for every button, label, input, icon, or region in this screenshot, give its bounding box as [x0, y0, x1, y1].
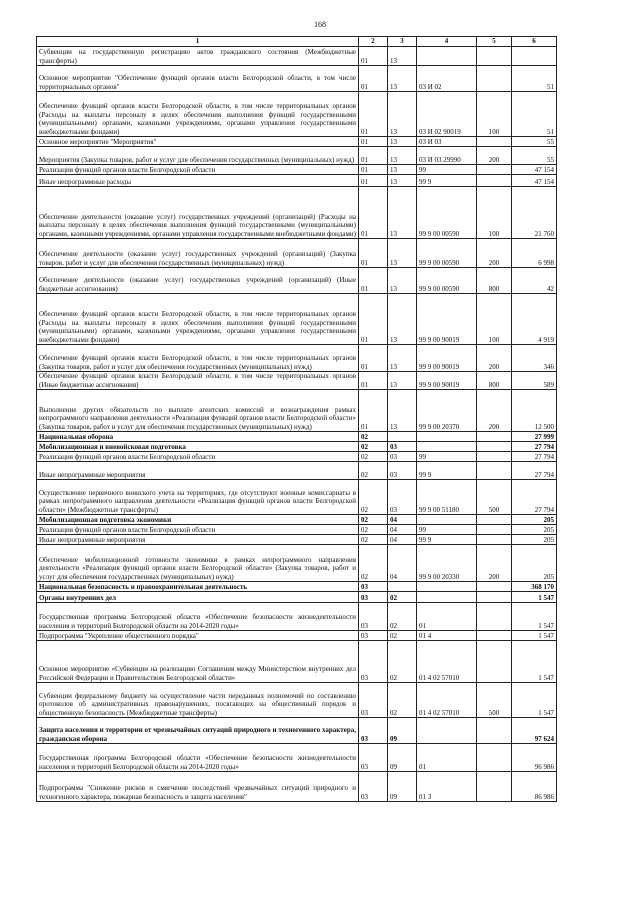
row-subsection-cell: 13 — [388, 66, 417, 92]
row-target-cell: 01 4 02 57010 — [417, 641, 477, 683]
table-row — [37, 92, 557, 137]
row-target-cell: 01 4 — [417, 631, 477, 641]
table-header-row — [37, 37, 557, 47]
row-name-cell: Обеспечение деятельности (оказание услуг) государственных учреждений (организаций) (Расходы на выплаты персоналу в целях обеспечения выполнения функций государственными (муниципальными) органами, казенными учреждениями, органами управления государственными внебюджетными фондами) — [37, 187, 359, 239]
row-amount-cell: 51 — [512, 92, 557, 137]
row-subsection-cell: 02 — [388, 603, 417, 631]
row-amount-cell: 1 547 — [512, 603, 557, 631]
row-section-cell: 02 — [359, 442, 388, 452]
header-col-2: 2 — [359, 37, 388, 47]
row-name-cell: Иные непрограммные мероприятия — [37, 535, 359, 545]
row-name-cell: Государственная программа Белгородской области «Обеспечение безопасности жизнедеятельности населения и территорий Белгородской области на 2014-2020 годы» — [37, 603, 359, 631]
row-expense-type-cell — [477, 137, 512, 147]
row-amount-cell: 27 999 — [512, 432, 557, 442]
row-amount-cell: 1 547 — [512, 683, 557, 718]
row-section-cell: 02 — [359, 432, 388, 442]
row-expense-type-cell: 200 — [477, 147, 512, 165]
row-name-cell: Обеспечение функций органов власти Белгородской области, в том числе территориальных органов (Иные бюджетные ассигнования) — [37, 372, 359, 390]
row-subsection-cell: 13 — [388, 268, 417, 294]
row-subsection-cell: 03 — [388, 480, 417, 515]
row-target-cell — [417, 718, 477, 744]
row-name-cell: Иные непрограммные мероприятия — [37, 462, 359, 480]
row-subsection-cell: 03 — [388, 462, 417, 480]
row-subsection-cell: 02 — [388, 631, 417, 641]
row-amount-cell: 55 — [512, 137, 557, 147]
row-subsection-cell: 13 — [388, 345, 417, 372]
row-expense-type-cell: 500 — [477, 480, 512, 515]
row-name-cell: Органы внутренних дел — [37, 592, 359, 603]
row-subsection-cell: 03 — [388, 442, 417, 452]
row-name-cell: Подпрограмма "Укрепление общественного порядка" — [37, 631, 359, 641]
row-subsection-cell: 02 — [388, 641, 417, 683]
row-target-cell: 99 9 00 20370 — [417, 390, 477, 432]
table-row — [37, 137, 557, 147]
row-subsection-cell: 13 — [388, 390, 417, 432]
row-target-cell: 99 9 00 20330 — [417, 545, 477, 582]
table-row — [37, 390, 557, 432]
row-target-cell — [417, 432, 477, 442]
row-expense-type-cell — [477, 66, 512, 92]
table-row — [37, 718, 557, 744]
page-number: 168 — [314, 20, 326, 29]
row-amount-cell: 1 547 — [512, 641, 557, 683]
row-section-cell: 01 — [359, 372, 388, 390]
row-amount-cell: 205 — [512, 525, 557, 535]
row-expense-type-cell — [477, 718, 512, 744]
row-expense-type-cell — [477, 631, 512, 641]
header-col-4: 4 — [417, 37, 477, 47]
row-amount-cell: 51 — [512, 66, 557, 92]
row-name-cell: Субвенции на государственную регистрацию актов гражданского состояния (Межбюджетные трансферты) — [37, 47, 359, 66]
row-expense-type-cell — [477, 442, 512, 452]
budget-table — [36, 36, 557, 802]
row-subsection-cell: 13 — [388, 294, 417, 345]
row-amount-cell: 1 547 — [512, 592, 557, 603]
row-expense-type-cell: 500 — [477, 683, 512, 718]
table-row — [37, 452, 557, 462]
row-name-cell: Мероприятия (Закупка товаров, работ и услуг для обеспечения государственных (муниципальных) нужд) — [37, 147, 359, 165]
row-expense-type-cell — [477, 515, 512, 525]
row-target-cell: 99 9 00 00590 — [417, 239, 477, 268]
row-expense-type-cell — [477, 165, 512, 175]
row-name-cell: Национальная оборона — [37, 432, 359, 442]
row-subsection-cell: 04 — [388, 535, 417, 545]
table-row — [37, 582, 557, 592]
row-section-cell: 02 — [359, 535, 388, 545]
row-section-cell: 01 — [359, 239, 388, 268]
row-subsection-cell: 02 — [388, 592, 417, 603]
row-name-cell: Мобилизационная и вневойсковая подготовка — [37, 442, 359, 452]
table-row — [37, 66, 557, 92]
table-row — [37, 147, 557, 165]
row-amount-cell: 86 986 — [512, 772, 557, 802]
row-expense-type-cell: 100 — [477, 294, 512, 345]
row-subsection-cell: 13 — [388, 137, 417, 147]
row-name-cell: Обеспечение функций органов власти Белгородской области, в том числе территориальных органов (Закупка товаров, работ и услуг для обеспечения государственных (муниципальных) нужд) — [37, 345, 359, 372]
header-col-5: 5 — [477, 37, 512, 47]
row-section-cell: 01 — [359, 92, 388, 137]
row-expense-type-cell: 800 — [477, 372, 512, 390]
row-subsection-cell: 03 — [388, 452, 417, 462]
row-name-cell: Национальная безопасность и правоохранительная деятельность — [37, 582, 359, 592]
row-target-cell: 01 4 02 57010 — [417, 683, 477, 718]
row-section-cell: 01 — [359, 66, 388, 92]
row-subsection-cell: 13 — [388, 47, 417, 66]
row-target-cell: 99 9 — [417, 535, 477, 545]
row-section-cell: 01 — [359, 165, 388, 175]
row-section-cell: 01 — [359, 345, 388, 372]
row-expense-type-cell — [477, 772, 512, 802]
row-name-cell: Обеспечение деятельности (оказание услуг) государственных учреждений (организаций) (Закупка товаров, работ и услуг для обеспечения государственных (муниципальных) нужд) — [37, 239, 359, 268]
row-name-cell: Основное мероприятие «Субвенции на реализацию Соглашения между Министерством внутренних дел Российской Федерации и Правительством Белгородской области» — [37, 641, 359, 683]
row-expense-type-cell: 100 — [477, 187, 512, 239]
row-amount-cell: 6 998 — [512, 239, 557, 268]
row-section-cell: 02 — [359, 545, 388, 582]
row-target-cell: 03 И 02 — [417, 66, 477, 92]
row-subsection-cell: 13 — [388, 239, 417, 268]
row-name-cell: Защита населения и территории от чрезвычайных ситуаций природного и техногенного характера, гражданская оборона — [37, 718, 359, 744]
row-section-cell: 01 — [359, 175, 388, 187]
row-expense-type-cell — [477, 641, 512, 683]
row-target-cell — [417, 47, 477, 66]
row-amount-cell: 47 154 — [512, 175, 557, 187]
row-target-cell: 01 — [417, 744, 477, 772]
row-name-cell: Подпрограмма "Снижение рисков и смягчение последствий чрезвычайных ситуаций природного и техногенного характера, пожарная безопасность и защита населения" — [37, 772, 359, 802]
row-section-cell: 01 — [359, 294, 388, 345]
row-section-cell: 02 — [359, 525, 388, 535]
row-expense-type-cell — [477, 452, 512, 462]
row-expense-type-cell: 100 — [477, 92, 512, 137]
row-expense-type-cell: 200 — [477, 345, 512, 372]
row-section-cell: 03 — [359, 772, 388, 802]
row-subsection-cell — [388, 582, 417, 592]
table-row — [37, 165, 557, 175]
row-section-cell: 03 — [359, 718, 388, 744]
row-section-cell: 03 — [359, 744, 388, 772]
row-section-cell: 01 — [359, 390, 388, 432]
row-amount-cell: 27 794 — [512, 452, 557, 462]
header-col-6: 6 — [512, 37, 557, 47]
row-name-cell: Субвенции федеральному бюджету на осуществление части переданных полномочий по составлению протоколов об административных правонарушениях, посягающих на общественный порядок и общественную безопасность (Межбюджетные трансферты) — [37, 683, 359, 718]
table-row — [37, 239, 557, 268]
row-subsection-cell: 04 — [388, 525, 417, 535]
row-amount-cell: 21 760 — [512, 187, 557, 239]
table-body — [37, 47, 557, 802]
row-section-cell: 02 — [359, 462, 388, 480]
table-row — [37, 462, 557, 480]
table-row — [37, 603, 557, 631]
row-target-cell — [417, 442, 477, 452]
row-name-cell: Основное мероприятие "Обеспечение функций органов власти Белгородской области, в том числе территориальных органов" — [37, 66, 359, 92]
row-amount-cell: 12 500 — [512, 390, 557, 432]
row-section-cell: 01 — [359, 147, 388, 165]
row-target-cell: 03 И 02 90019 — [417, 92, 477, 137]
row-name-cell: Обеспечение мобилизационной готовности экономики в рамках непрограммного направления деятельности «Реализация функций органов власти Белгородской области» (Закупка товаров, работ и услуг для обеспечения государственных (муниципальных) нужд) — [37, 545, 359, 582]
row-amount-cell: 205 — [512, 545, 557, 582]
row-subsection-cell: 04 — [388, 515, 417, 525]
row-expense-type-cell: 200 — [477, 545, 512, 582]
row-target-cell: 99 9 00 90019 — [417, 345, 477, 372]
row-subsection-cell: 09 — [388, 718, 417, 744]
row-amount-cell: 47 154 — [512, 165, 557, 175]
row-target-cell — [417, 582, 477, 592]
row-amount-cell — [512, 47, 557, 66]
row-subsection-cell: 09 — [388, 772, 417, 802]
row-amount-cell: 42 — [512, 268, 557, 294]
row-section-cell: 03 — [359, 641, 388, 683]
table-row — [37, 175, 557, 187]
row-target-cell: 99 9 00 90019 — [417, 294, 477, 345]
row-expense-type-cell: 800 — [477, 268, 512, 294]
row-name-cell: Реализация функций органов власти Белгородской области — [37, 452, 359, 462]
row-subsection-cell: 13 — [388, 92, 417, 137]
row-target-cell: 03 И 03 — [417, 137, 477, 147]
row-section-cell: 01 — [359, 268, 388, 294]
row-amount-cell: 97 624 — [512, 718, 557, 744]
row-name-cell: Выполнение других обязательств по выплате агентских комиссий и вознаграждения рамках непрограммного направления деятельности «Реализация функций органов власти Белгородской области» (Закупка товаров, работ и услуг для обеспечения государственных (муниципальных) нужд) — [37, 390, 359, 432]
row-section-cell: 01 — [359, 47, 388, 66]
row-expense-type-cell — [477, 47, 512, 66]
row-expense-type-cell — [477, 175, 512, 187]
row-section-cell: 03 — [359, 603, 388, 631]
row-amount-cell: 27 794 — [512, 442, 557, 452]
row-section-cell: 02 — [359, 452, 388, 462]
row-name-cell: Осуществление первичного воинского учета на территориях, где отсутствуют военные комиссариаты в рамках непрограммного направления деятельности «Реализация функций органов власти Белгородской области» (Межбюджетные трансферты) — [37, 480, 359, 515]
row-target-cell: 99 9 00 00590 — [417, 187, 477, 239]
row-amount-cell: 205 — [512, 535, 557, 545]
row-target-cell: 99 — [417, 165, 477, 175]
row-amount-cell: 27 794 — [512, 462, 557, 480]
row-amount-cell: 589 — [512, 372, 557, 390]
table-row — [37, 432, 557, 442]
table-row — [37, 525, 557, 535]
row-subsection-cell: 13 — [388, 187, 417, 239]
row-expense-type-cell — [477, 462, 512, 480]
header-col-1: 1 — [37, 37, 359, 47]
row-target-cell: 99 9 00 90019 — [417, 372, 477, 390]
row-subsection-cell: 09 — [388, 744, 417, 772]
row-expense-type-cell — [477, 432, 512, 442]
table-row — [37, 683, 557, 718]
table-row — [37, 772, 557, 802]
row-expense-type-cell — [477, 744, 512, 772]
row-amount-cell: 346 — [512, 345, 557, 372]
row-section-cell: 03 — [359, 592, 388, 603]
row-name-cell: Обеспечение функций органов власти Белгородской области, в том числе территориальных органов (Расходы на выплаты персоналу в целях обеспечения выполнения функций государственными (муниципальными) органами, казенными учреждениями, органами управления государственными внебюджетными фондами) — [37, 92, 359, 137]
row-subsection-cell: 13 — [388, 175, 417, 187]
row-name-cell: Основное мероприятие "Мероприятия" — [37, 137, 359, 147]
row-amount-cell: 368 170 — [512, 582, 557, 592]
row-target-cell — [417, 515, 477, 525]
header-col-3: 3 — [388, 37, 417, 47]
table-row — [37, 535, 557, 545]
table-row — [37, 641, 557, 683]
row-target-cell: 03 И 03 29990 — [417, 147, 477, 165]
row-target-cell: 99 — [417, 525, 477, 535]
row-subsection-cell: 13 — [388, 165, 417, 175]
row-expense-type-cell — [477, 592, 512, 603]
row-section-cell: 02 — [359, 515, 388, 525]
row-name-cell: Реализация функций органов власти Белгородской области — [37, 525, 359, 535]
row-subsection-cell: 02 — [388, 683, 417, 718]
table-row — [37, 372, 557, 390]
table-row — [37, 294, 557, 345]
row-target-cell: 01 3 — [417, 772, 477, 802]
table-row — [37, 268, 557, 294]
row-amount-cell: 1 547 — [512, 631, 557, 641]
row-expense-type-cell: 200 — [477, 390, 512, 432]
table-row — [37, 592, 557, 603]
row-target-cell: 99 — [417, 452, 477, 462]
table-row — [37, 631, 557, 641]
row-subsection-cell — [388, 432, 417, 442]
table-row — [37, 442, 557, 452]
table-row — [37, 187, 557, 239]
row-section-cell: 03 — [359, 683, 388, 718]
row-expense-type-cell — [477, 603, 512, 631]
row-subsection-cell: 13 — [388, 372, 417, 390]
row-target-cell: 99 9 — [417, 175, 477, 187]
row-name-cell: Мобилизационная подготовка экономики — [37, 515, 359, 525]
row-name-cell: Обеспечение функций органов власти Белгородской области, в том числе территориальных органов (Расходы на выплаты персоналу в целях обеспечения выполнения функций государственными (муниципальными) органами, казенными учреждениями, органами управления государственными внебюджетными фондами) — [37, 294, 359, 345]
table-row — [37, 480, 557, 515]
row-amount-cell: 96 986 — [512, 744, 557, 772]
row-name-cell: Обеспечение деятельности (оказание услуг) государственных учреждений (организаций) (Иные бюджетные ассигнования) — [37, 268, 359, 294]
table-row — [37, 345, 557, 372]
row-name-cell: Иные непрограммные расходы — [37, 175, 359, 187]
row-target-cell — [417, 592, 477, 603]
row-amount-cell: 205 — [512, 515, 557, 525]
row-section-cell: 03 — [359, 582, 388, 592]
row-target-cell: 99 9 00 51180 — [417, 480, 477, 515]
row-expense-type-cell: 200 — [477, 239, 512, 268]
row-section-cell: 02 — [359, 480, 388, 515]
table-row — [37, 515, 557, 525]
row-section-cell: 01 — [359, 137, 388, 147]
row-expense-type-cell — [477, 582, 512, 592]
table-row — [37, 47, 557, 66]
row-subsection-cell: 13 — [388, 147, 417, 165]
row-expense-type-cell — [477, 525, 512, 535]
row-name-cell: Государственная программа Белгородской области «Обеспечение безопасности жизнедеятельности населения и территорий Белгородской области на 2014-2020 годы» — [37, 744, 359, 772]
row-subsection-cell: 04 — [388, 545, 417, 582]
row-expense-type-cell — [477, 535, 512, 545]
row-amount-cell: 55 — [512, 147, 557, 165]
row-target-cell: 99 9 — [417, 462, 477, 480]
row-amount-cell: 4 919 — [512, 294, 557, 345]
row-section-cell: 01 — [359, 187, 388, 239]
row-amount-cell: 27 794 — [512, 480, 557, 515]
row-target-cell: 99 9 00 00590 — [417, 268, 477, 294]
row-section-cell: 03 — [359, 631, 388, 641]
table-row — [37, 545, 557, 582]
row-name-cell: Реализация функций органов власти Белгородской области — [37, 165, 359, 175]
row-target-cell: 01 — [417, 603, 477, 631]
table-row — [37, 744, 557, 772]
